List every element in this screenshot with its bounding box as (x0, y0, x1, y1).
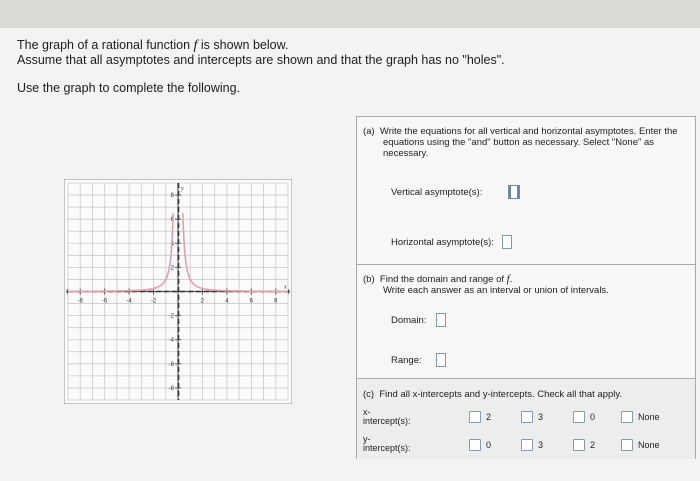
x-tick-label: -8 (77, 298, 83, 305)
x-intercept-option-none[interactable]: None (621, 411, 660, 423)
part-a-instructions: (a) Write the equations for all vertical and horizontal asymptotes. Enter the equations using the "and" button as necessary. Select "None" as necessary. (363, 126, 678, 159)
y-intercept-option-3[interactable]: 2 (573, 439, 595, 451)
part-c-panel (356, 378, 696, 459)
x-intercept-option-2[interactable]: 3 (521, 411, 543, 423)
y-tick-label: 2 (170, 265, 174, 272)
y-tick-label: -4 (168, 337, 174, 344)
domain-row (391, 313, 446, 327)
part-b-instructions: (b) Find the domain and range of f. Write each answer as an interval or union of intervals. (363, 273, 609, 296)
range-input[interactable] (436, 353, 446, 367)
checkbox[interactable] (573, 439, 585, 451)
y-tick-label: 4 (170, 241, 174, 248)
checkbox[interactable] (621, 439, 633, 451)
range-row (391, 353, 446, 367)
vertical-asymptote-row (391, 185, 520, 199)
x-intercept-option-1[interactable]: 2 (469, 411, 491, 423)
problem-statement (17, 38, 505, 96)
checkbox[interactable] (573, 411, 585, 423)
y-tick-label: -2 (168, 313, 174, 320)
range-label: Range: (391, 354, 422, 366)
x-tick-label: 4 (225, 298, 229, 305)
x-tick-label: -4 (126, 298, 132, 305)
x-tick-label: 8 (274, 298, 278, 305)
y-intercept-option-1[interactable]: 0 (469, 439, 491, 451)
vertical-asymptote-input[interactable] (508, 185, 520, 199)
vertical-asymptote-label: Vertical asymptote(s): (391, 186, 483, 198)
domain-input[interactable] (436, 313, 446, 327)
y-axis-label: y (181, 186, 184, 192)
horizontal-asymptote-label: Horizontal asymptote(s): (391, 236, 494, 248)
x-tick-label: -2 (150, 298, 157, 305)
checkbox[interactable] (621, 411, 633, 423)
rational-function-graph (64, 179, 292, 404)
intro-line-1: The graph of a rational function f is shown below. (17, 38, 289, 53)
y-intercept-option-none[interactable]: None (621, 439, 660, 451)
horizontal-asymptote-input[interactable] (502, 235, 512, 249)
part-c-instructions: (c) Find all x-intercepts and y-intercepts. Check all that apply. (363, 389, 623, 400)
checkbox[interactable] (521, 439, 533, 451)
x-intercept-option-3[interactable]: 0 (573, 411, 595, 423)
domain-label: Domain: (391, 314, 427, 326)
x-tick-label: -6 (101, 298, 108, 305)
part-a-panel (356, 116, 696, 265)
checkbox[interactable] (469, 411, 481, 423)
x-intercept-label: x- intercept(s): (363, 407, 411, 426)
intro-line-3: Use the graph to complete the following. (17, 81, 241, 95)
checkbox[interactable] (469, 439, 481, 451)
top-bar (0, 0, 700, 28)
y-tick-label: 6 (170, 217, 174, 224)
x-tick-label: 6 (249, 298, 254, 305)
intro-line-2: Assume that all asymptotes and intercepts are shown and that the graph has no "holes". (17, 53, 505, 67)
y-tick-label: -8 (168, 385, 174, 392)
y-tick-label: -6 (168, 361, 174, 368)
y-tick-label: 8 (170, 193, 174, 200)
x-tick-label: 2 (200, 298, 205, 305)
x-axis-label: x (284, 284, 287, 291)
y-intercept-option-2[interactable]: 3 (521, 439, 543, 451)
checkbox[interactable] (521, 411, 533, 423)
part-b-panel (356, 264, 696, 379)
y-intercept-label: y- intercept(s): (363, 434, 411, 453)
horizontal-asymptote-row (391, 235, 512, 249)
